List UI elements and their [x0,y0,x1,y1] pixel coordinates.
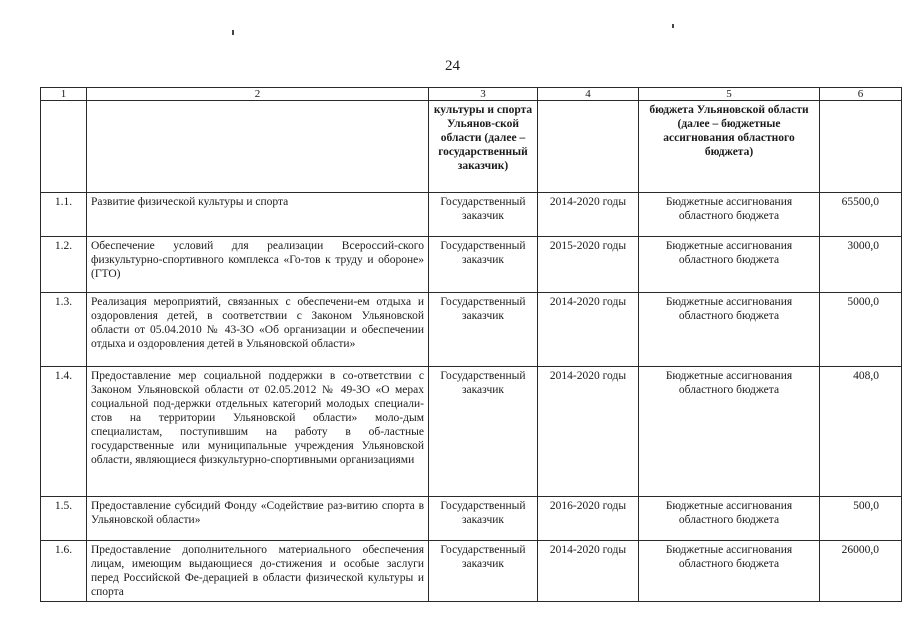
table-row [41,193,902,237]
period: 2016-2020 годы [538,497,639,541]
empty-cell [820,101,902,193]
activity-name: Предоставление мер социальной поддержки в со-ответствии с Законом Ульяновской области от 02.05.2012 № 49-ЗО «О мерах социальной под-держки отдельных категорий молодых специали-стов на территории Ульяновской области» моло-дым специалистам, поступившим на работу в об-ластные государственные или муниципальные учреждения Ульяновской области, являющиеся физкультурно-спортивными организациями [87,367,429,497]
column-number: 1 [41,88,87,101]
period: 2014-2020 годы [538,193,639,237]
activity-name: Обеспечение условий для реализации Всероссий-ского физкультурно-спортивного комплекса «Го-тов к труду и обороне» (ГТО) [87,237,429,293]
period: 2015-2020 годы [538,237,639,293]
activity-name: Реализация мероприятий, связанных с обеспечени-ем отдыха и оздоровления детей, в соответствии с Законом Ульяновской области от 05.04.2010 № 43-ЗО «Об организации и обеспечении отдыха и оздоровления детей в Ульяновской области» [87,293,429,367]
amount: 5000,0 [820,293,902,367]
continuation-customer: культуры и спорта Ульянов-ской области (далее – государственный заказчик) [429,101,538,193]
scan-artifact [672,24,674,28]
row-number: 1.2. [41,237,87,293]
row-number: 1.1. [41,193,87,237]
continuation-source: бюджета Ульяновской области (далее – бюджетные ассигнования областного бюджета) [639,101,820,193]
table-row [41,541,902,602]
activity-name: Предоставление дополнительного материального обеспечения лицам, имеющим выдающиеся до-стижения и особые заслуги перед Российской Фе-дерацией в области физической культуры и спорта [87,541,429,602]
column-numbers-row [41,88,902,101]
row-number: 1.4. [41,367,87,497]
funding-source: Бюджетные ассигнования областного бюджета [639,541,820,602]
empty-cell [538,101,639,193]
row-number: 1.5. [41,497,87,541]
row-number: 1.3. [41,293,87,367]
column-number: 3 [429,88,538,101]
state-customer: Государственный заказчик [429,237,538,293]
state-customer: Государственный заказчик [429,193,538,237]
table-row [41,293,902,367]
amount: 408,0 [820,367,902,497]
column-number: 4 [538,88,639,101]
state-customer: Государственный заказчик [429,367,538,497]
activity-name: Развитие физической культуры и спорта [87,193,429,237]
row-number: 1.6. [41,541,87,602]
funding-source: Бюджетные ассигнования областного бюджета [639,293,820,367]
program-activities-table [40,87,902,602]
activity-name: Предоставление субсидий Фонду «Содействие раз-витию спорта в Ульяновской области» [87,497,429,541]
page-number: 24 [445,58,460,74]
empty-cell [87,101,429,193]
amount: 26000,0 [820,541,902,602]
state-customer: Государственный заказчик [429,497,538,541]
funding-source: Бюджетные ассигнования областного бюджета [639,237,820,293]
scan-artifact [232,30,234,35]
period: 2014-2020 годы [538,541,639,602]
amount: 500,0 [820,497,902,541]
table-row [41,497,902,541]
funding-source: Бюджетные ассигнования областного бюджета [639,193,820,237]
column-number: 6 [820,88,902,101]
continuation-row [41,101,902,193]
table-row [41,367,902,497]
column-number: 2 [87,88,429,101]
funding-source: Бюджетные ассигнования областного бюджета [639,497,820,541]
amount: 3000,0 [820,237,902,293]
table-row [41,237,902,293]
state-customer: Государственный заказчик [429,541,538,602]
column-number: 5 [639,88,820,101]
funding-source: Бюджетные ассигнования областного бюджета [639,367,820,497]
empty-cell [41,101,87,193]
amount: 65500,0 [820,193,902,237]
state-customer: Государственный заказчик [429,293,538,367]
period: 2014-2020 годы [538,293,639,367]
period: 2014-2020 годы [538,367,639,497]
